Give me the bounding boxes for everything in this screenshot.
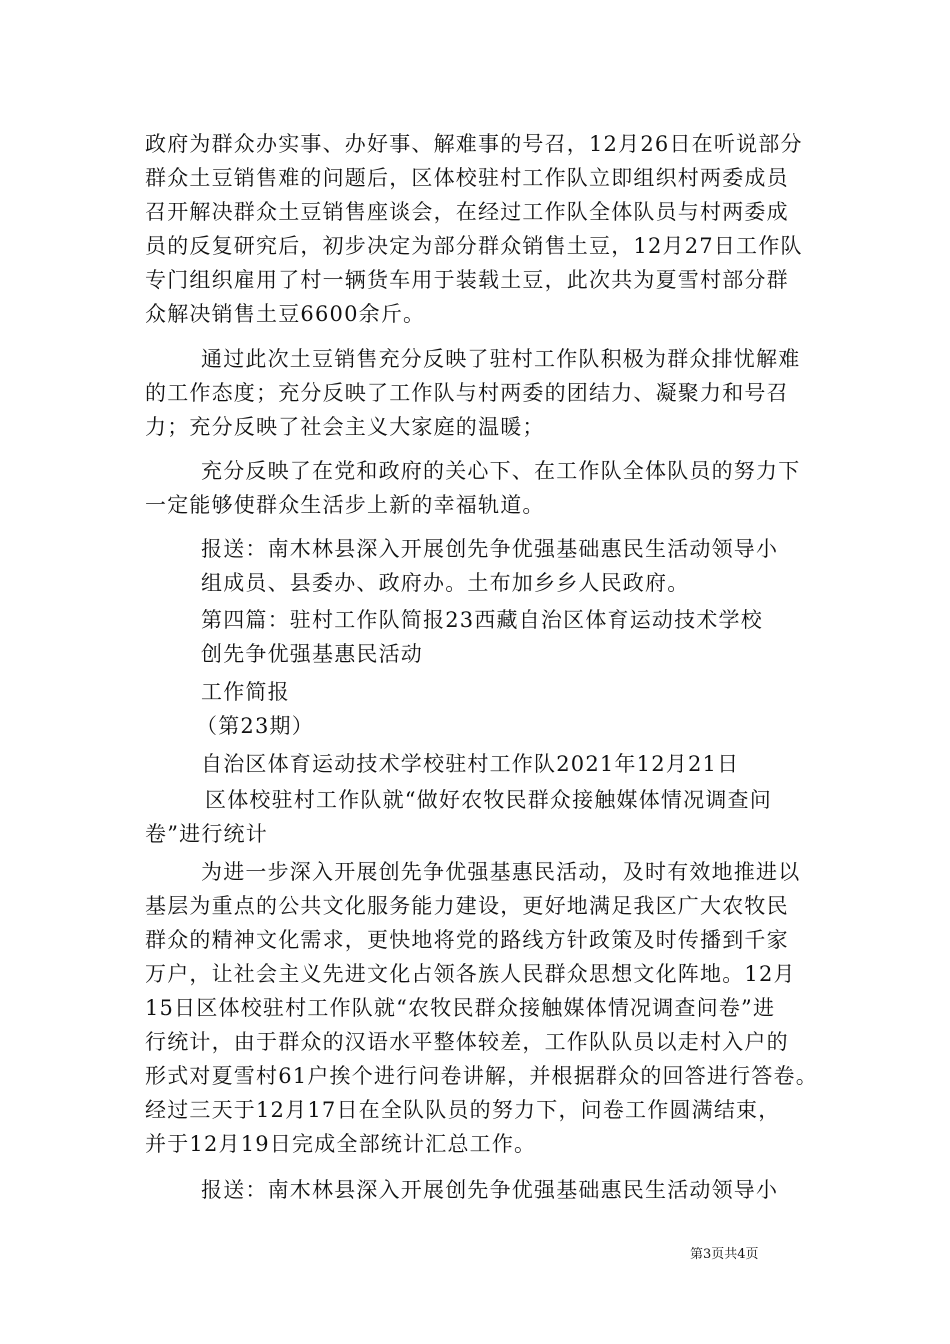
body-line: 一定能够使群众生活步上新的幸福轨道。: [145, 493, 545, 517]
body-line: 万户，让社会主义先进文化占领各族人民群众思想文化阵地。12月: [145, 962, 796, 986]
body-line: 召开解决群众土豆销售座谈会，在经过工作队全体队员与村两委成: [145, 200, 789, 224]
section-heading: 第四篇：驻村工作队简报23西藏自治区体育运动技术学校: [201, 608, 763, 632]
body-line: 群众土豆销售难的问题后，区体校驻村工作队立即组织村两委成员: [145, 166, 789, 190]
page-number: 第3页共4页: [690, 1247, 759, 1262]
article-title: 区体校驻村工作队就“做好农牧民群众接触媒体情况调查问: [205, 788, 772, 812]
body-line: 众解决销售土豆6600余斤。: [145, 302, 426, 326]
bulletin-title: 工作简报: [201, 680, 290, 704]
body-line: 员的反复研究后，初步决定为部分群众销售土豆，12月27日工作队: [145, 234, 803, 258]
body-line: 的工作态度；充分反映了工作队与村两委的团结力、凝聚力和号召: [145, 381, 789, 405]
issuer-date: 自治区体育运动技术学校驻村工作队2021年12月21日: [201, 752, 740, 776]
body-line: 为进一步深入开展创先争优强基惠民活动，及时有效地推进以: [201, 860, 801, 884]
body-line: 专门组织雇用了村一辆货车用于装载土豆，此次共为夏雪村部分群: [145, 268, 789, 292]
distribution-line: 报送：南木林县深入开展创先争优强基础惠民生活动领导小: [201, 537, 779, 561]
body-line: 基层为重点的公共文化服务能力建设，更好地满足我区广大农牧民: [145, 894, 789, 918]
body-line: 经过三天于12月17日在全队队员的努力下，问卷工作圆满结束，: [145, 1098, 781, 1122]
body-line: 15日区体校驻村工作队就“农牧民群众接触媒体情况调查问卷”进: [145, 996, 776, 1020]
body-line: 通过此次土豆销售充分反映了驻村工作队积极为群众排忧解难: [201, 347, 801, 371]
article-title: 卷”进行统计: [145, 822, 268, 846]
issue-number: （第23期）: [196, 714, 314, 738]
distribution-line: 报送：南木林县深入开展创先争优强基础惠民生活动领导小: [201, 1178, 779, 1202]
body-line: 并于12月19日完成全部统计汇总工作。: [145, 1132, 537, 1156]
body-line: 形式对夏雪村61户挨个进行问卷讲解，并根据群众的回答进行答卷。: [145, 1064, 818, 1088]
body-line: 群众的精神文化需求，更快地将党的路线方针政策及时传播到千家: [145, 928, 789, 952]
distribution-line: 组成员、县委办、政府办。土布加乡乡人民政府。: [201, 571, 690, 595]
body-line: 充分反映了在党和政府的关心下、在工作队全体队员的努力下: [201, 459, 801, 483]
body-line: 行统计，由于群众的汉语水平整体较差，工作队队员以走村入户的: [145, 1030, 789, 1054]
bulletin-title: 创先争优强基惠民活动: [201, 642, 423, 666]
body-line: 政府为群众办实事、办好事、解难事的号召，12月26日在听说部分: [145, 132, 803, 156]
body-line: 力；充分反映了社会主义大家庭的温暖；: [145, 415, 545, 439]
